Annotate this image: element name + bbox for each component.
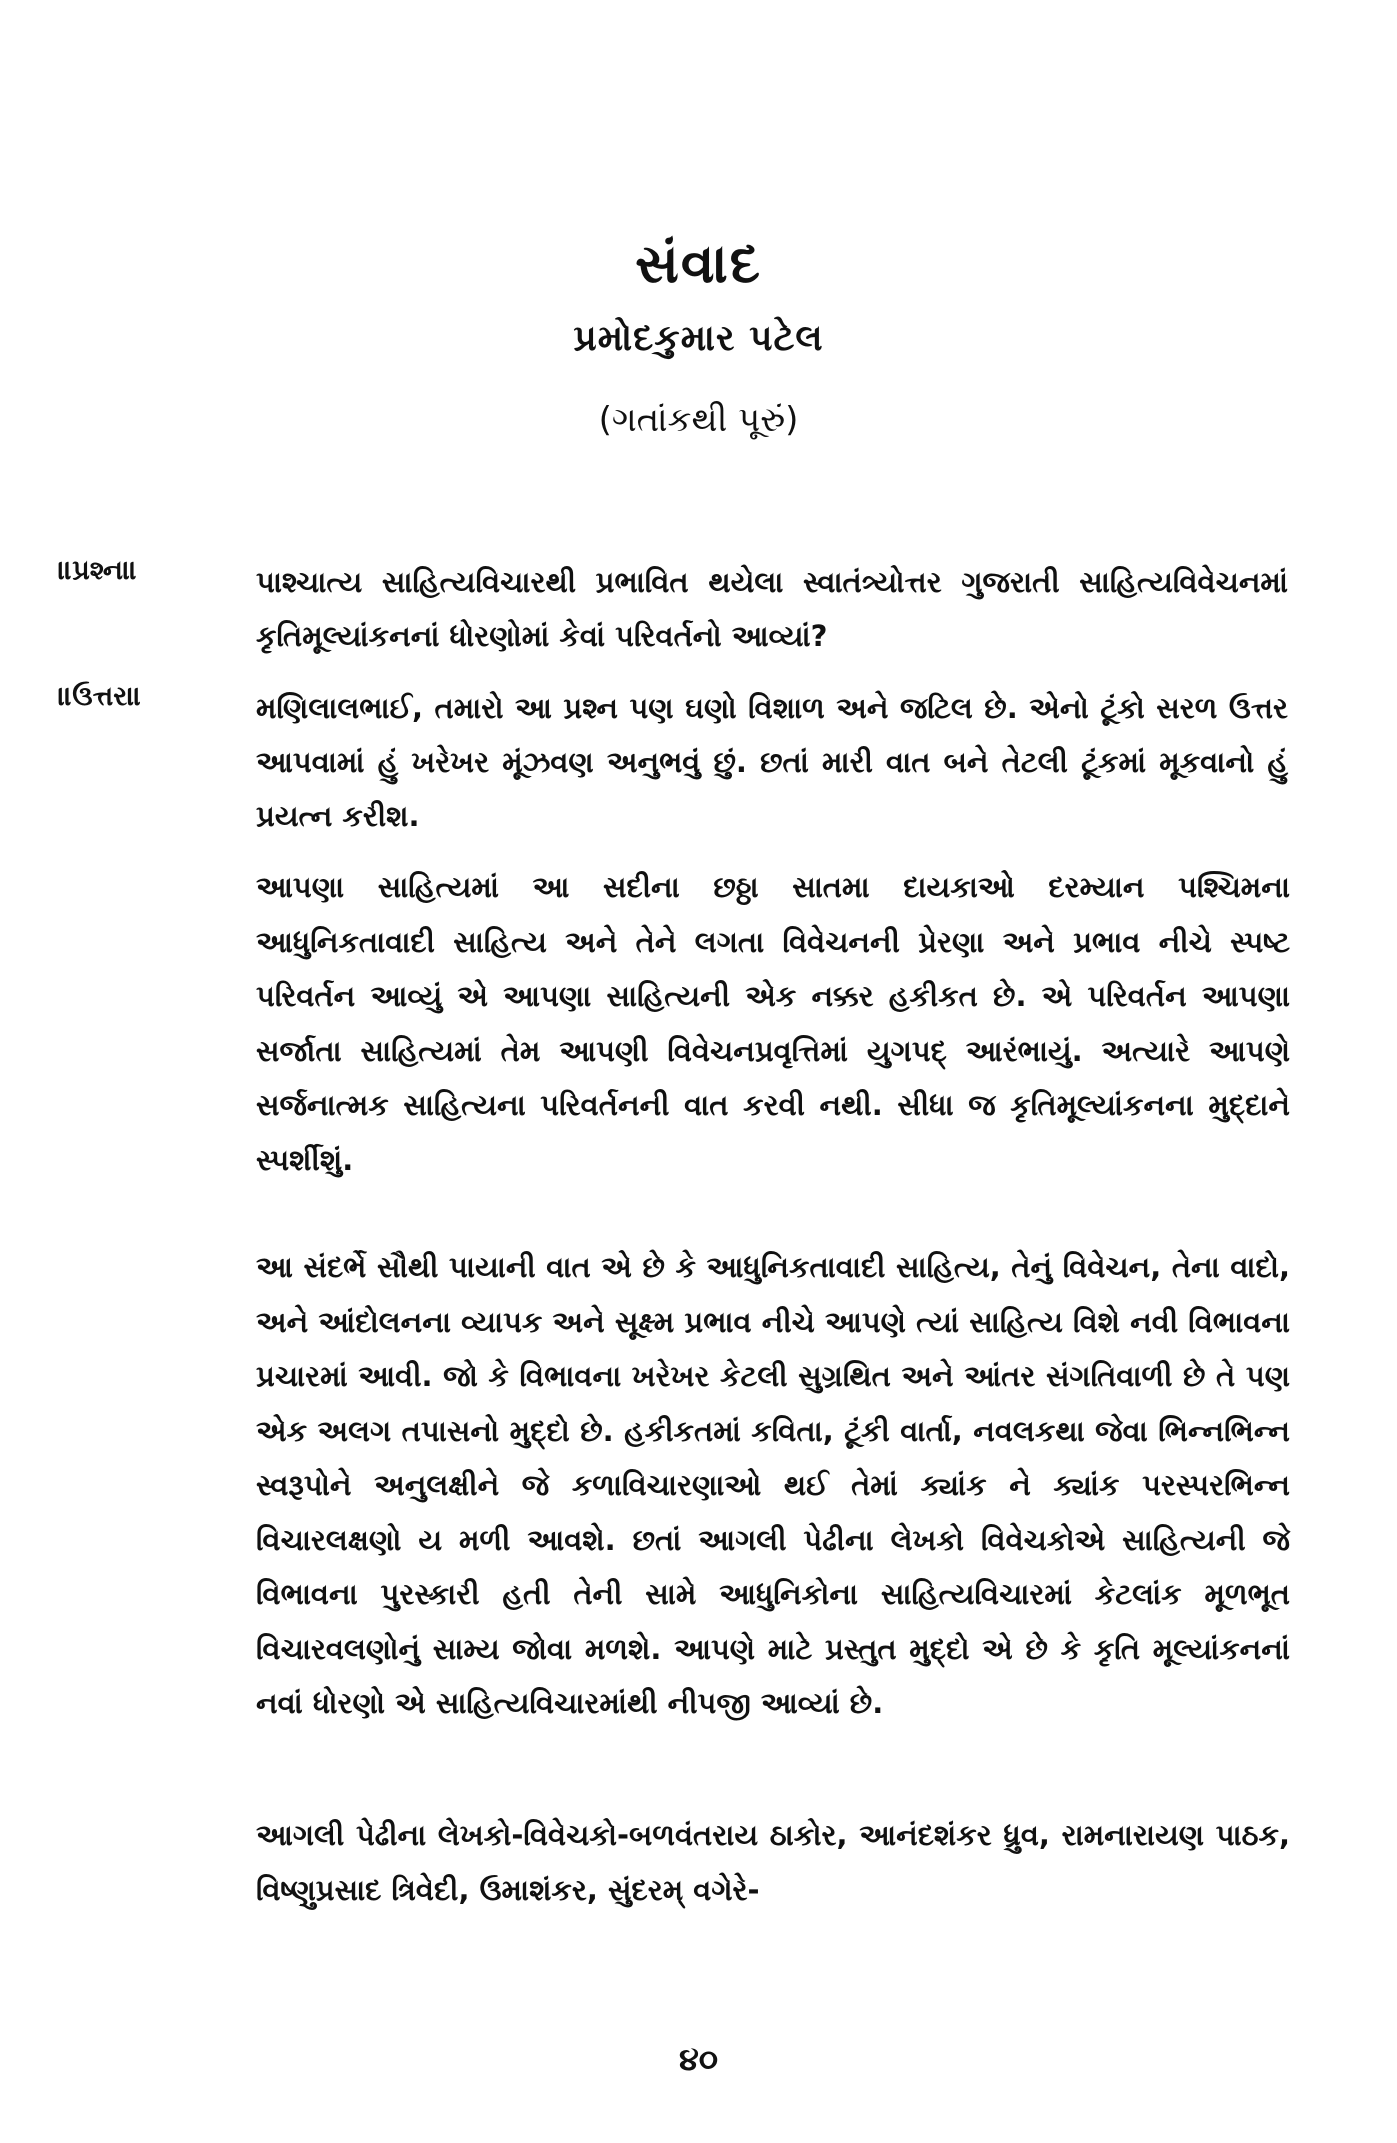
answer-tag: ॥ઉત્તર॥ [58,681,142,712]
continued-note: (ગતાંકથી પૂરું) [598,400,799,440]
answer-intro-text: મણિલાલભાઈ, તમારો આ પ્રશ્ન પણ ઘણો વિશાળ અને જટિલ છે. એનો ટૂંકો સરળ ઉત્તર આપવામાં હું ખરેખર મૂંઝવણ અનુભવું છું. છતાં મારી વાત બને તેટલી ટૂંકમાં મૂકવાનો હું પ્રયત્ન કરીશ. [256,691,1288,833]
paragraph-2: આ સંદર્ભે સૌથી પાયાની વાત એ છે કે આધુનિકતાવાદી સાહિત્ય, તેનું વિવેચન, તેના વાદો, અને આંદોલનના વ્યાપક અને સૂક્ષ્મ પ્રભાવ નીચે આપણે ત્યાં સાહિત્ય વિશે નવી વિભાવના પ્રચારમાં આવી. જો કે વિભાવના ખરેખર કેટલી સુગ્રથિત અને આંતર સંગતિવાળી છે તે પણ એક અલગ તપાસનો મુદ્દો છે. હકીકતમાં કવિતા, ટૂંકી વાર્તા, નવલકથા જેવા ભિન્નભિન્ન સ્વરૂપોને અનુલક્ષીને જે કળાવિચારણાઓ થઈ તેમાં ક્યાંક ને ક્યાંક પરસ્પરભિન્ન વિચારલક્ષણો ય મળી આવશે. છતાં આગલી પેઢીના લેખકો વિવેચકોએ સાહિત્યની જે વિભાવના પુરસ્કારી હતી તેની સામે આધુનિકોના સાહિત્યવિચારમાં કેટલાંક મૂળભૂત વિચારવલણોનું સામ્ય જોવા મળશે. આપણે માટે પ્રસ્તુત મુદ્દો એ છે કે કૃતિ મૂલ્યાંકનનાં નવાં ધોરણો એ સાહિત્યવિચારમાંથી નીપજી આવ્યાં છે. [256,1250,1290,1720]
paragraph-3: આગલી પેઢીના લેખકો-વિવેચકો-બળવંતરાય ઠાકોર, આનંદશંકર ધ્રુવ, રામનારાયણ પાઠક, વિષ્ણુપ્રસાદ ત્રિવેદી, ઉમાશંકર, સુંદરમ્ વગેરે- [256,1818,1290,1907]
answer-block [58,681,1288,861]
question-text: પાશ્ચાત્ય સાહિત્યવિચારથી પ્રભાવિત થયેલા સ્વાતંત્ર્યોત્તર ગુજરાતી સાહિત્યવિવેચનમાં કૃતિમૂલ્યાંકનનાં ધોરણોમાં કેવાં પરિવર્તનો આવ્યાં? [256,565,1288,653]
page-number: ૪૦ [678,2040,719,2078]
question-tag: ॥પ્રશ્ન॥ [58,555,138,586]
question-block [58,555,1288,675]
author-name: પ્રમોદકુમાર પટેલ [573,318,824,359]
article-title: સંવાદ [635,232,762,295]
paragraph-1: આપણા સાહિત્યમાં આ સદીના છઠ્ઠા સાતમા દાયકાઓ દરમ્યાન પશ્ચિમના આધુનિકતાવાદી સાહિત્ય અને તેને લગતા વિવેચનની પ્રેરણા અને પ્રભાવ નીચે સ્પષ્ટ પરિવર્તન આવ્યું એ આપણા સાહિત્યની એક નક્કર હકીકત છે. એ પરિવર્તન આપણા સર્જાતા સાહિત્યમાં તેમ આપણી વિવેચનપ્રવૃત્તિમાં યુગપદ્ આરંભાયું. અત્યારે આપણે સર્જનાત્મક સાહિત્યના પરિવર્તનની વાત કરવી નથી. સીધા જ કૃતિમૂલ્યાંકનના મુદ્દાને સ્પર્શીશું. [256,870,1290,1177]
